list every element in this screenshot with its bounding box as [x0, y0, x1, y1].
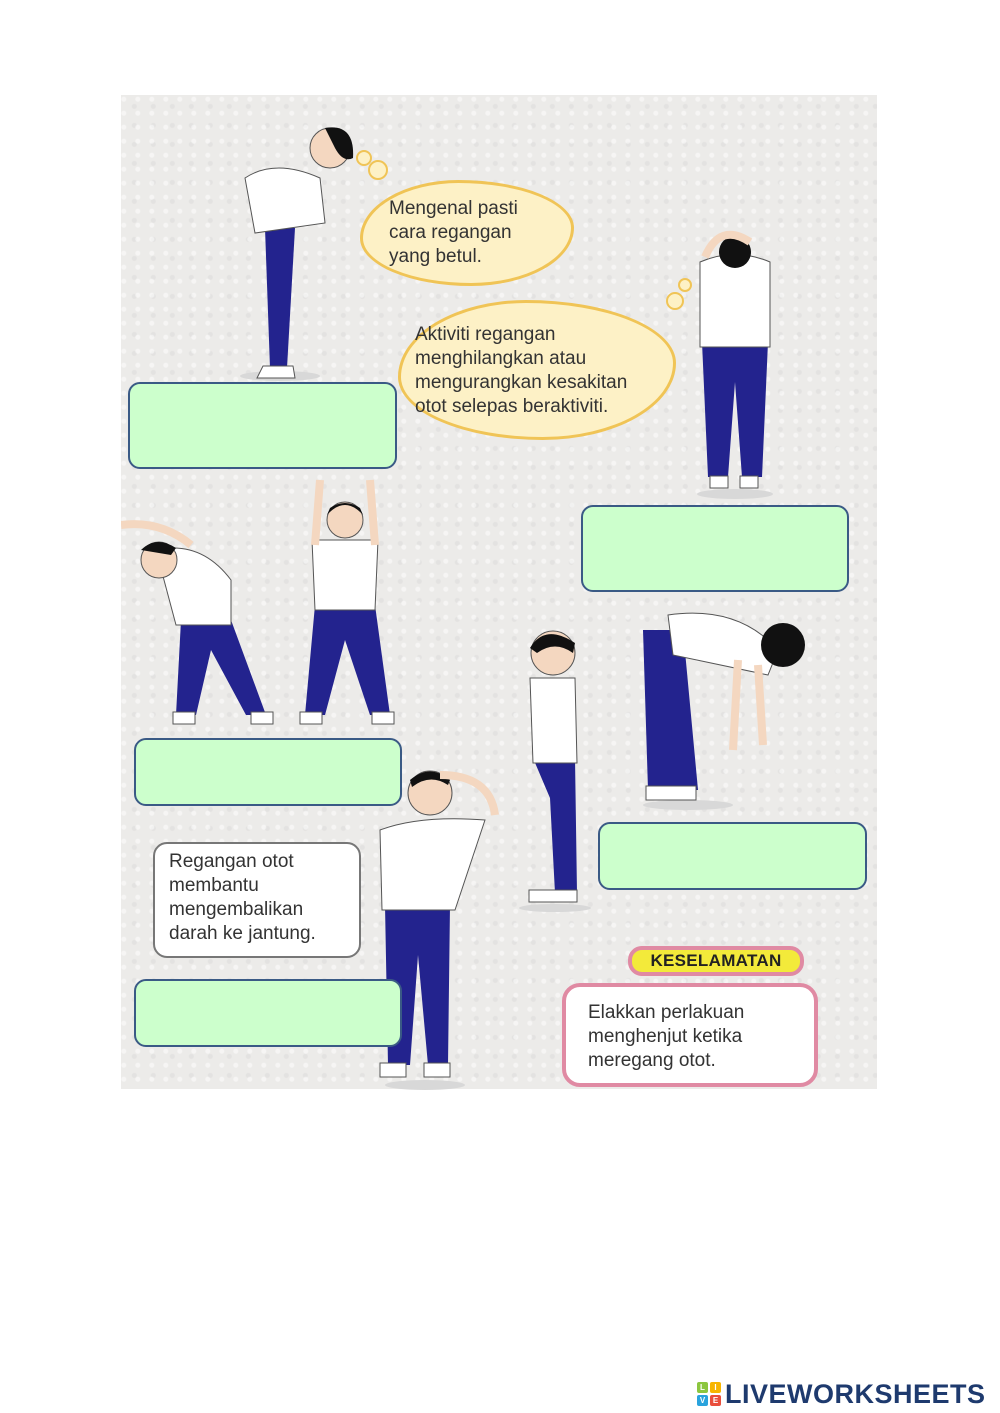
thought-dot	[666, 292, 684, 310]
answer-box-5[interactable]	[134, 979, 402, 1047]
thought-dot	[368, 160, 388, 180]
boy-bending-backward-illustration	[225, 118, 365, 383]
boy-arms-raised-overhead-illustration	[290, 470, 400, 732]
thought-bubble-2: Aktiviti regangan menghilangkan atau mengurangkan kesakitan otot selepas beraktiviti.	[398, 300, 676, 440]
answer-box-4[interactable]	[598, 822, 867, 890]
boy-side-bend-illustration	[121, 520, 281, 730]
liveworksheets-logo[interactable]	[697, 1380, 986, 1408]
boy-stretching-arm-behind-head-illustration	[690, 222, 780, 500]
safety-tag: KESELAMATAN	[628, 946, 804, 976]
answer-box-1[interactable]	[128, 382, 397, 469]
boy-bending-forward-illustration	[638, 610, 813, 815]
logo-text: LIVEWORKSHEETS	[725, 1378, 986, 1409]
logo-tiles-icon: L I V E	[697, 1382, 721, 1406]
answer-box-3[interactable]	[134, 738, 402, 806]
answer-box-2[interactable]	[581, 505, 849, 592]
safety-note: Elakkan perlakuan menghenjut ketika meregang otot.	[562, 983, 818, 1087]
thought-bubble-1: Mengenal pasti cara regangan yang betul.	[360, 180, 574, 286]
boy-standing-side-view-illustration	[515, 618, 595, 913]
speech-bubble: Regangan otot membantu mengembalikan darah ke jantung.	[153, 842, 361, 958]
